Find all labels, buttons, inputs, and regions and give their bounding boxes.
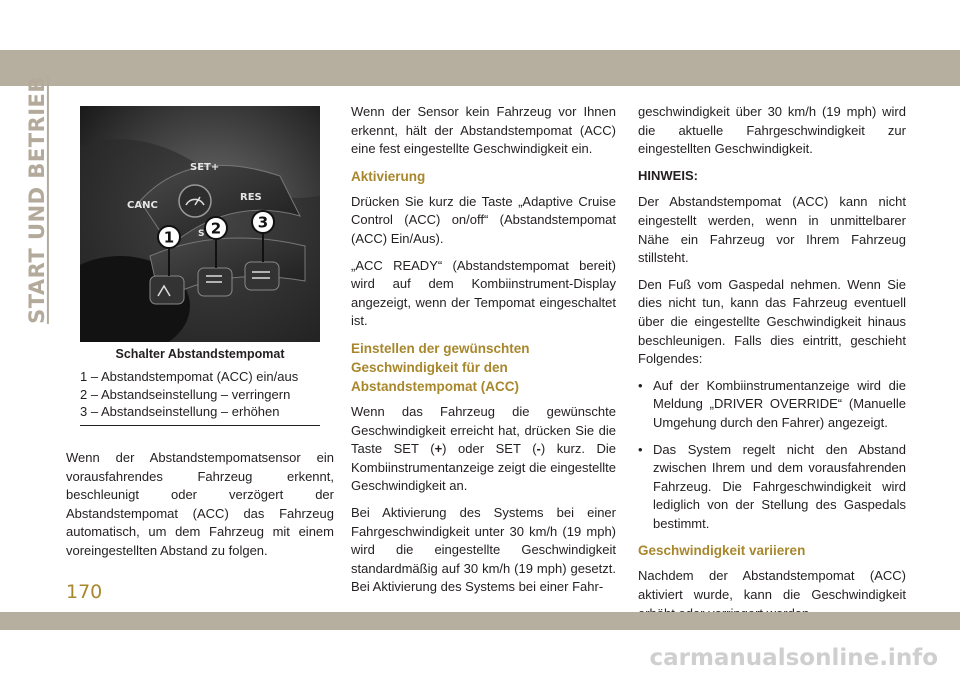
text-run: Wenn das Fahrzeug die gewünschte Geschwindigkeit erreicht hat, drücken Sie die Taste SET (: [351, 403, 616, 457]
body-paragraph: Wenn der Sensor kein Fahrzeug vor Ihnen erkennt, hält der Abstandstempomat (ACC) eine fest eingestellte Geschwindigkeit ein.: [351, 104, 616, 157]
body-paragraph: Wenn der Abstandstempomatsensor ein vorausfahrendes Fahrzeug erkennt, beschleunigt oder verzögert der Abstandstempomat (ACC) das Fahrzeug automatisch, um dem Fahrzeug mit einem voreingestellten Abstand zu folgen.: [66, 450, 334, 558]
watermark: carmanualsonline.info: [649, 645, 938, 671]
legend-item: 2 – Abstandseinstellung – verringern: [80, 386, 291, 402]
section-heading: Geschwindigkeit variieren: [638, 543, 806, 559]
callout-3-label: 3: [257, 213, 269, 232]
callout-1-label: 1: [163, 228, 175, 247]
res-label: RES: [240, 192, 262, 203]
text-run: ) oder SET (: [442, 441, 537, 457]
legend-item: 1 – Abstandstempomat (ACC) ein/aus: [80, 369, 299, 384]
minus-symbol: -: [536, 441, 541, 457]
column-middle: [351, 103, 616, 605]
body-paragraph: [351, 403, 616, 496]
note-text: Der Abstandstempomat (ACC) kann nicht eingestellt werden, wenn in unmittelbarer Nähe ein Fahrzeug vor Ihrem Fahrzeug stillsteht.: [638, 194, 906, 266]
body-paragraph: „ACC READY“ (Abstandstempomat bereit) wird auf dem Kombiinstrument-Display angezeigt, wenn der Tempomat eingeschaltet ist.: [351, 257, 616, 329]
footer-band: [0, 612, 960, 630]
body-paragraph: Nachdem der Abstandstempomat (ACC) aktiviert wurde, kann die Geschwindigkeit: [638, 568, 906, 603]
set-label: SET+: [190, 162, 220, 173]
section-heading: Einstellen der gewünschten Geschwindigkeit für den Abstandstempomat (ACC): [351, 340, 530, 394]
note-heading: HINWEIS:: [638, 167, 698, 183]
section-side-title: [22, 76, 52, 324]
list-item: [638, 377, 906, 433]
section-side-title-text: START UND BETRIEB: [25, 76, 50, 324]
figure-caption: Schalter Abstandstempomat: [115, 347, 285, 361]
text-run: ) kurz. Die Kombiinstrumentanzeige zeigt die eingestellte Geschwindigkeit an.: [351, 441, 617, 494]
distance-increase-button: [245, 262, 279, 290]
list-item-text: Auf der Kombiinstrumentanzeige wird die Meldung „DRIVER OVERRIDE“ (Manuelle Umgehung durch den Fahrer) angezeigt.: [653, 377, 906, 430]
legend-divider: [80, 425, 320, 426]
steering-wheel-controls-photo: [80, 106, 320, 342]
bullet-icon: •: [638, 377, 643, 393]
plus-symbol: +: [434, 441, 443, 457]
section-heading: Aktivierung: [351, 168, 426, 184]
body-paragraph: geschwindigkeit über 30 km/h (19 mph) wird die aktuelle Fahrgeschwindigkeit zur eingestellten Geschwindigkeit.: [638, 104, 906, 157]
list-item-text: Das System regelt nicht den Abstand zwischen Ihrem und dem vorausfahrenden Fahrzeug. Die Fahrgeschwindigkeit wird lediglich von der Stellung des Gaspedals bestimmt.: [653, 441, 906, 531]
bullet-icon: •: [638, 441, 643, 457]
page-number: 170: [66, 581, 103, 603]
body-paragraph: Bei Aktivierung des Systems bei einer Fahrgeschwindigkeit unter 30 km/h (19 mph) wird die eingestellte Geschwindigkeit standardmäßig auf 30 km/h (19 mph) gesetzt. Bei Aktivierung des Systems bei einer Fahr-: [351, 504, 616, 595]
callout-2-label: 2: [210, 219, 222, 238]
column-right: [638, 103, 906, 631]
body-paragraph: Den Fuß vom Gaspedal nehmen. Wenn Sie dies nicht tun, kann das Fahrzeug eventuell über die eingestellte Geschwindigkeit hinaus beschleunigen. Falls dies eintritt, geschieht Folgendes:: [638, 276, 906, 367]
legend-item: 3 – Abstandseinstellung – erhöhen: [80, 404, 280, 419]
figure-legend: [80, 368, 320, 421]
body-paragraph: Drücken Sie kurz die Taste „Adaptive Cruise Control (ACC) on/off“ (Abstandstempomat (ACC) Ein/Aus).: [351, 193, 616, 246]
header-band: [0, 50, 960, 86]
s-label: S: [198, 229, 205, 239]
speedometer-button-icon: [179, 185, 211, 217]
column-left: [66, 449, 334, 569]
list-item: [638, 441, 906, 534]
canc-label: CANC: [127, 200, 158, 211]
